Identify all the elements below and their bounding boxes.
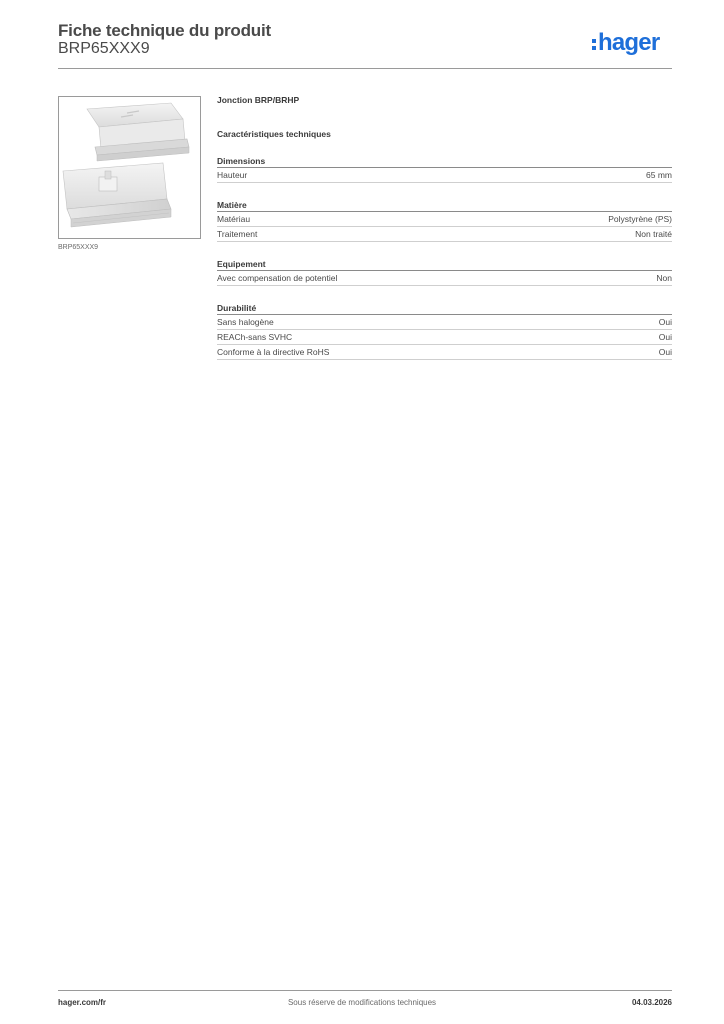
spec-group-equipement: [217, 258, 672, 286]
spec-label: Traitement: [217, 229, 258, 239]
footer-notice: Sous réserve de modifications techniques: [287, 998, 437, 1007]
spec-group-title: Matière: [217, 199, 672, 212]
spec-row: [217, 271, 672, 286]
product-image: [58, 96, 201, 239]
footer-date: 04.03.2026: [631, 998, 672, 1007]
spec-row: [217, 345, 672, 360]
spec-row: [217, 330, 672, 345]
product-illustration-icon: [59, 97, 200, 238]
logo-text: hager: [598, 29, 660, 56]
spec-value: Polystyrène (PS): [608, 214, 672, 224]
spec-group-title: Dimensions: [217, 155, 672, 168]
spec-group-durabilite: [217, 302, 672, 360]
product-name: Jonction BRP/BRHP: [217, 95, 300, 105]
spec-group-dimensions: [217, 155, 672, 183]
spec-row: [217, 212, 672, 227]
product-reference: BRP65XXX9: [58, 40, 150, 57]
hager-logo: [592, 28, 659, 58]
spec-value: Oui: [658, 332, 672, 342]
footer-website-link[interactable]: hager.com/fr: [58, 998, 107, 1007]
spec-value: Oui: [658, 317, 672, 327]
spec-label: Conforme à la directive RoHS: [217, 347, 330, 357]
page-title: Fiche technique du produit: [58, 21, 271, 40]
spec-label: REACh-sans SVHC: [217, 332, 293, 342]
spec-label: Hauteur: [217, 170, 248, 180]
logo-dots-icon: [592, 39, 596, 50]
spec-row: [217, 315, 672, 330]
spec-label: Sans halogène: [217, 317, 274, 327]
footer-divider: [58, 990, 672, 991]
spec-row: [217, 168, 672, 183]
spec-heading: Caractéristiques techniques: [217, 129, 331, 139]
spec-section: [217, 95, 672, 360]
spec-group-title: Equipement: [217, 258, 672, 271]
spec-value: 65 mm: [646, 170, 672, 180]
spec-value: Non: [656, 273, 672, 283]
spec-label: Avec compensation de potentiel: [217, 273, 338, 283]
spec-group-title: Durabilité: [217, 302, 672, 315]
product-image-caption: BRP65XXX9: [58, 244, 99, 251]
spec-group-matiere: [217, 199, 672, 242]
spec-row: [217, 227, 672, 242]
spec-value: Oui: [658, 347, 672, 357]
spec-value: Non traité: [635, 229, 672, 239]
header-divider: [58, 68, 672, 69]
spec-label: Matériau: [217, 214, 251, 224]
